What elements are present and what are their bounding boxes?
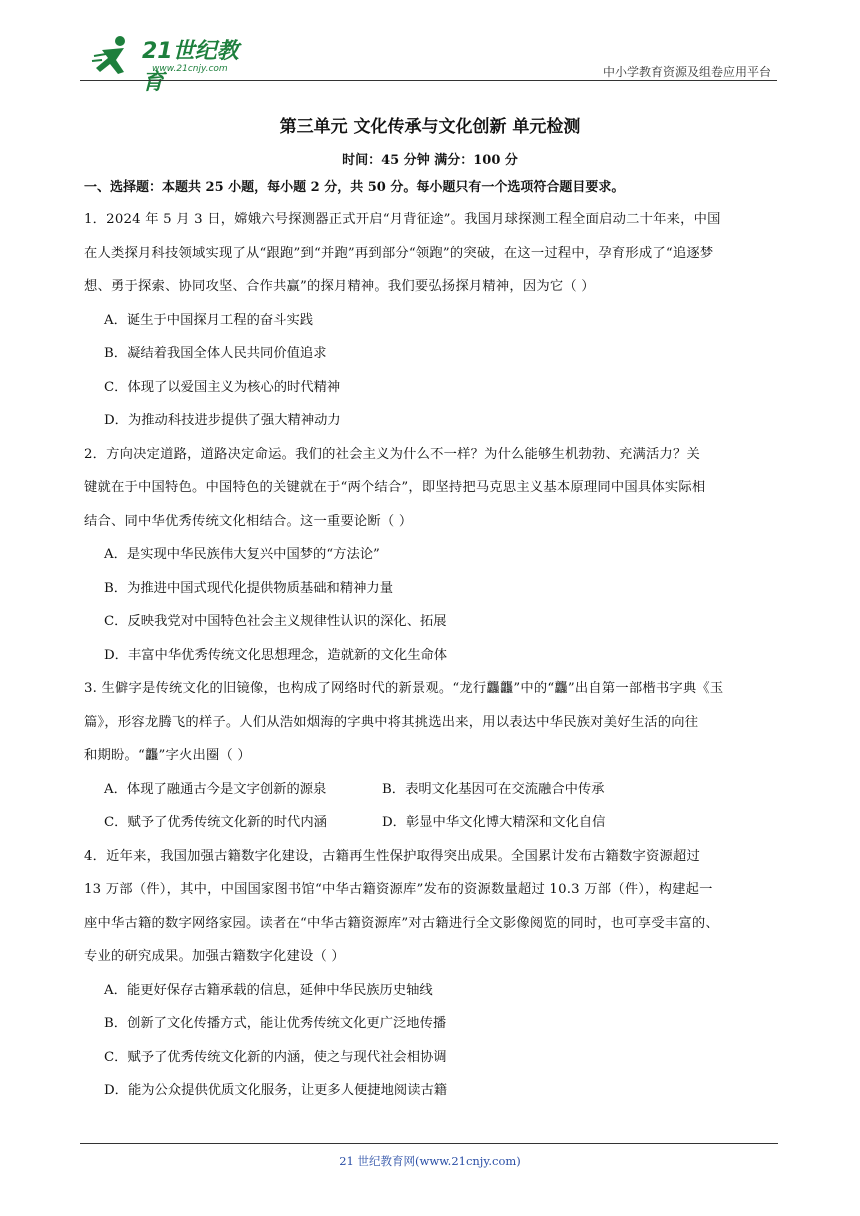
option-d[interactable]: D．彰显中华文化博大精深和文化自信 — [382, 815, 606, 830]
question-1 — [84, 203, 784, 438]
option-d[interactable]: D．为推动科技进步提供了强大精神动力 — [104, 413, 341, 428]
option-d[interactable]: D．能为公众提供优质文化服务，让更多人便捷地阅读古籍 — [104, 1083, 448, 1098]
question-stem-line: 13 万部（件），其中，中国国家图书馆“中华古籍资源库”发布的资源数量超过 10.3 万部（件），构建起一 — [84, 882, 713, 897]
question-stem-line: 1．2024 年 5 月 3 日，嫦娥六号探测器正式开启“月背征途”。我国月球探测工程全面启动二十年来，中国 — [84, 212, 721, 227]
header-divider — [80, 80, 777, 81]
option-b[interactable]: B．创新了文化传播方式，能让优秀传统文化更广泛地传播 — [104, 1016, 447, 1031]
question-stem-line: 2．方向决定道路，道路决定命运。我们的社会主义为什么不一样？为什么能够生机勃勃、充满活力？关 — [84, 446, 701, 462]
option-row — [84, 806, 784, 840]
question-stem-line: 篇》，形容龙腾飞的样子。人们从浩如烟海的字典中将其挑选出来，用以表达中华民族对美好生活的向往 — [84, 714, 699, 730]
option-c[interactable]: C．赋予了优秀传统文化新的时代内涵 — [104, 815, 327, 830]
question-stem-line: 在人类探月科技领域实现了从“跟跑”到“并跑”再到部分“领跑”的突破，在这一过程中，孕育形成了“追逐梦 — [84, 245, 714, 261]
section-heading: 一、选择题：本题共 25 小题，每小题 2 分，共 50 分。每小题只有一个选项符合题目要求。 — [84, 180, 625, 195]
platform-name: 中小学教育资源及组卷应用平台 — [602, 65, 771, 79]
option-a[interactable]: A．体现了融通古今是文字创新的源泉 — [104, 781, 327, 797]
question-stem-line: 想、勇于探索、协同攻坚、合作共赢”的探月精神。我们要弘扬探月精神，因为它（ ） — [84, 279, 595, 294]
page-header — [80, 30, 777, 95]
question-stem-line: 3. 生僻字是传统文化的旧镜像，也构成了网络时代的新景观。“龙行龘龘”中的“龘”出自第一部楷书字典《玉 — [84, 681, 724, 696]
question-stem-line: 结合、同中华优秀传统文化相结合。这一重要论断（ ） — [84, 513, 413, 529]
question-stem-line: 键就在于中国特色。中国特色的关键就在于“两个结合”，即坚持把马克思主义基本原理同中国具体实际相 — [84, 480, 706, 495]
logo-url: www.21cnjy.com — [152, 64, 228, 74]
page-title: 第三单元 文化传承与文化创新 单元检测 — [279, 117, 581, 137]
question-stem-line: 4．近年来，我国加强古籍数字化建设，古籍再生性保护取得突出成果。全国累计发布古籍数字资源超过 — [84, 848, 701, 864]
option-b[interactable]: B．凝结着我国全体人民共同价值追求 — [104, 346, 327, 361]
footer-link[interactable]: 21 世纪教育网(www.21cnjy.com) — [339, 1154, 521, 1168]
option-d[interactable]: D．丰富中华优秀传统文化思想理念，造就新的文化生命体 — [104, 647, 448, 663]
option-c[interactable]: C．体现了以爱国主义为核心的时代精神 — [104, 379, 341, 395]
questions — [84, 203, 784, 1108]
runner-logo-icon — [90, 34, 140, 78]
question-4 — [84, 840, 784, 1108]
option-c[interactable]: C．赋予了优秀传统文化新的内涵，使之与现代社会相协调 — [104, 1049, 447, 1065]
option-a[interactable]: A．能更好保存古籍承载的信息，延伸中华民族历史轴线 — [104, 982, 433, 998]
option-b[interactable]: B．表明文化基因可在交流融合中传承 — [382, 781, 605, 797]
question-stem-line: 专业的研究成果。加强古籍数字化建设（ ） — [84, 949, 345, 964]
exam-meta: 时间：45 分钟 满分：100 分 — [342, 153, 518, 168]
question-stem-line: 和期盼。“龘”字火出圈（ ） — [84, 748, 251, 763]
logo-text: 21世纪教育 — [142, 39, 239, 95]
option-a[interactable]: A．是实现中华民族伟大复兴中国梦的“方法论” — [104, 547, 380, 562]
footer-divider — [80, 1143, 778, 1144]
site-logo[interactable] — [90, 34, 260, 95]
question-stem-line: 座中华古籍的数字网络家园。读者在“中华古籍资源库”对古籍进行全文影像阅览的同时，也可享受丰富的、 — [84, 915, 719, 931]
option-b[interactable]: B．为推进中国式现代化提供物质基础和精神力量 — [104, 580, 394, 596]
option-row — [84, 773, 784, 807]
option-a[interactable]: A．诞生于中国探月工程的奋斗实践 — [104, 312, 314, 328]
option-c[interactable]: C．反映我党对中国特色社会主义规律性认识的深化、拓展 — [104, 614, 447, 629]
question-3 — [84, 672, 784, 840]
question-2 — [84, 438, 784, 673]
